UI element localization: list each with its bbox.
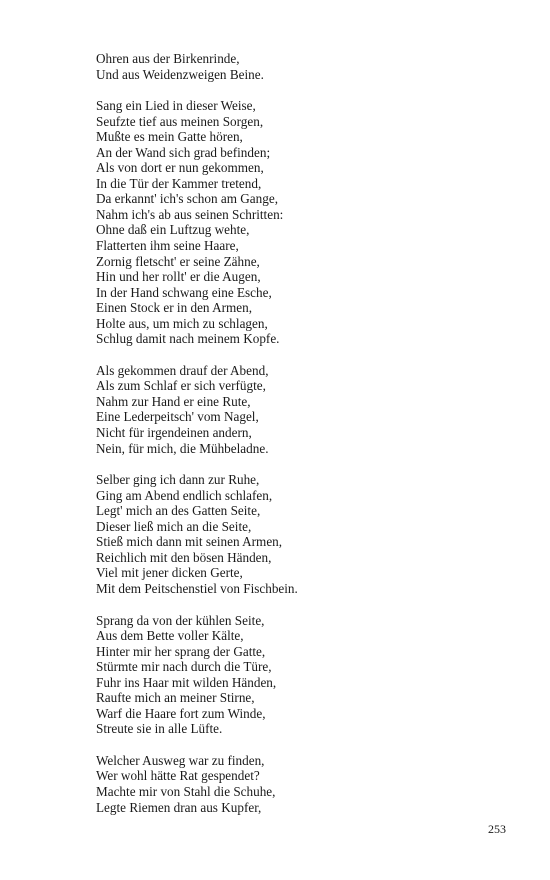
poem-line: Nein, für mich, die Mühbeladne. [96, 440, 269, 456]
poem-line: Machte mir von Stahl die Schuhe, [96, 783, 276, 799]
poem-line: Hinter mir her sprang der Gatte, [96, 643, 266, 659]
poem-line: Sang ein Lied in dieser Weise, [96, 98, 256, 114]
poem-line: Einen Stock er in den Armen, [96, 300, 253, 316]
stanza [96, 472, 516, 596]
stanza [96, 753, 516, 815]
poem-line: Raufte mich an meiner Stirne, [96, 690, 255, 706]
poem-text [96, 51, 516, 831]
poem-line: Stürmte mir nach durch die Türe, [96, 659, 272, 675]
poem-line: Streute sie in alle Lüfte. [96, 721, 223, 737]
poem-line: Aus dem Bette voller Kälte, [96, 628, 244, 644]
poem-line: Selber ging ich dann zur Ruhe, [96, 472, 260, 488]
poem-line: In der Hand schwang eine Esche, [96, 284, 272, 300]
poem-line: Sprang da von der kühlen Seite, [96, 612, 265, 628]
poem-line: Schlug damit nach meinem Kopfe. [96, 331, 280, 347]
poem-line: Ohren aus der Birkenrinde, [96, 51, 240, 66]
poem-line: Nahm zur Hand er eine Rute, [96, 393, 251, 409]
poem-line: Dieser ließ mich an die Seite, [96, 518, 252, 534]
poem-line: Holte aus, um mich zu schlagen, [96, 315, 268, 331]
poem-line: Eine Lederpeitsch' vom Nagel, [96, 409, 259, 425]
poem-line: Nahm ich's ab aus seinen Schritten: [96, 206, 284, 222]
poem-line: Stieß mich dann mit seinen Armen, [96, 534, 283, 550]
poem-line: Welcher Ausweg war zu finden, [96, 752, 265, 768]
poem-line: Legt' mich an des Gatten Seite, [96, 503, 261, 519]
stanza [96, 363, 516, 456]
poem-line: Wer wohl hätte Rat gespendet? [96, 768, 260, 784]
poem-line: Fuhr ins Haar mit wilden Händen, [96, 674, 277, 690]
poem-line: Da erkannt' ich's schon am Gange, [96, 191, 278, 207]
poem-line: Seufzte tief aus meinen Sorgen, [96, 113, 264, 129]
poem-line: Und aus Weidenzweigen Beine. [96, 66, 264, 82]
page-number: 253 [488, 822, 506, 836]
poem-line: Mußte es mein Gatte hören, [96, 129, 243, 145]
poem-line: Als zum Schlaf er sich verfügte, [96, 378, 266, 394]
poem-line: Nicht für irgendeinen andern, [96, 425, 252, 441]
stanza [96, 98, 516, 347]
poem-line: In die Tür der Kammer tretend, [96, 175, 262, 191]
poem-line: Flatterten ihm seine Haare, [96, 238, 239, 254]
stanza [96, 51, 516, 82]
stanza [96, 613, 516, 737]
poem-line: Ohne daß ein Luftzug wehte, [96, 222, 250, 238]
poem-line: Viel mit jener dicken Gerte, [96, 565, 243, 581]
poem-line: Ging am Abend endlich schlafen, [96, 487, 273, 503]
poem-line: Reichlich mit den bösen Händen, [96, 549, 272, 565]
poem-line: Zornig fletscht' er seine Zähne, [96, 253, 260, 269]
poem-line: Als gekommen drauf der Abend, [96, 362, 269, 378]
poem-line: An der Wand sich grad befinden; [96, 144, 271, 160]
poem-line: Warf die Haare fort zum Winde, [96, 705, 266, 721]
poem-line: Legte Riemen dran aus Kupfer, [96, 799, 262, 815]
poem-line: Mit dem Peitschenstiel von Fischbein. [96, 580, 298, 596]
poem-line: Als von dort er nun gekommen, [96, 160, 264, 176]
poem-line: Hin und her rollt' er die Augen, [96, 269, 261, 285]
